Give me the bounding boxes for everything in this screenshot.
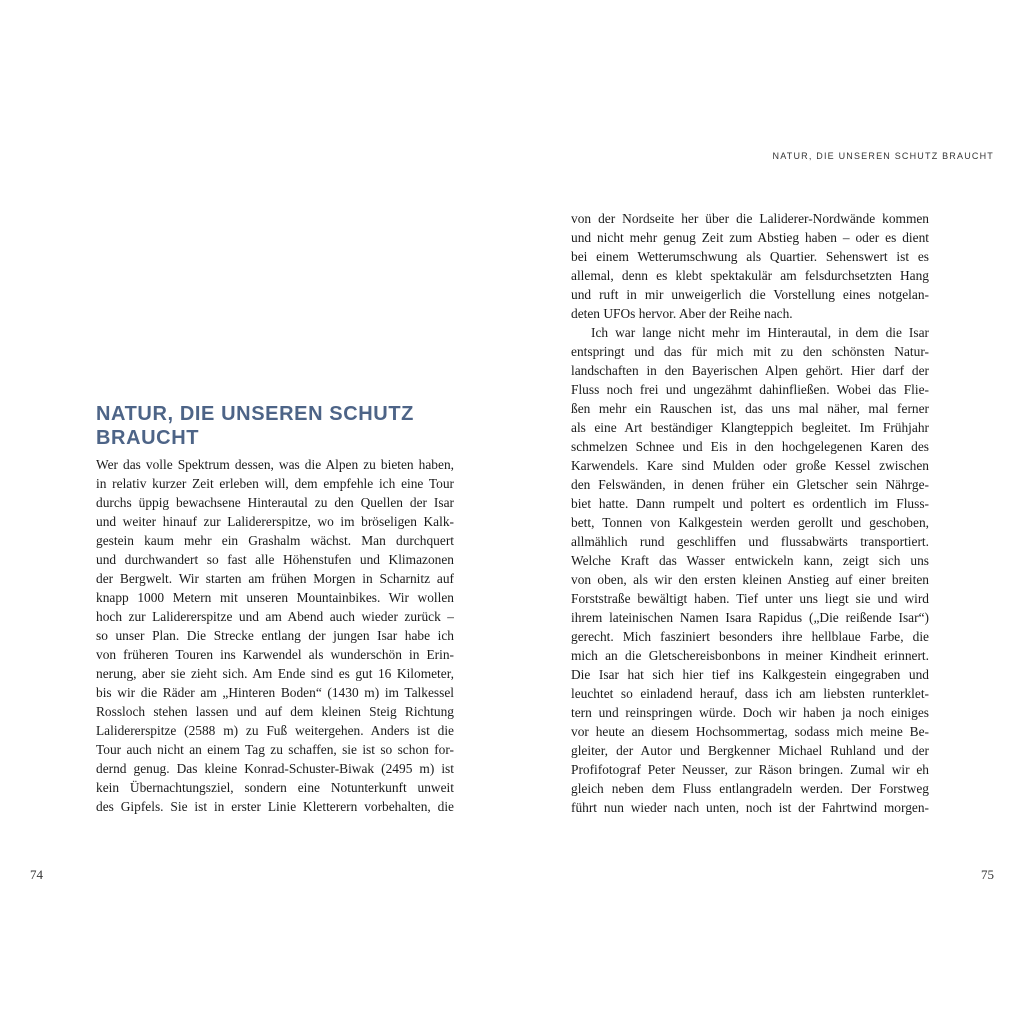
text-line: biet hatte. Dann rumpelt und poltert es ordentlich im Fluss- (571, 496, 929, 511)
text-line: Die Isar hat sich hier tief ins Kalkgestein eingegraben und (571, 667, 929, 682)
text-line: Profifotograf Peter Neusser, zur Räson bringen. Zumal wir eh (571, 762, 929, 777)
text-line: bett, Tonnen von Kalkgestein werden gerollt und geschoben, (571, 515, 929, 530)
text-line: den Felswänden, in denen früher ein Gletscher sein Nährge- (571, 477, 929, 492)
text-line: tern und reinspringen würde. Doch wir haben ja noch einiges (571, 705, 929, 720)
text-line: gleiter, der Autor und Bergkenner Michael Ruhland und der (571, 743, 929, 758)
text-line: mich an die Gletschereisbonbons in meiner Kindheit erinnert. (571, 648, 929, 663)
text-line: als eine Art beständiger Klangteppich begleitet. Im Frühjahr (571, 420, 929, 435)
text-line: der Bergwelt. Wir starten am frühen Morgen in Scharnitz auf (96, 571, 454, 586)
page-number-left: 74 (30, 867, 43, 882)
text-line: Forststraße bewältigt haben. Tief unter uns liegt sie und wird (571, 591, 929, 606)
text-line: und weiter hinauf zur Lalidererspitze, wo im bröseligen Kalk- (96, 514, 454, 529)
running-head: NATUR, DIE UNSEREN SCHUTZ BRAUCHT (772, 151, 994, 161)
text-line: Wer das volle Spektrum dessen, was die Alpen zu bieten haben, (96, 457, 454, 472)
text-line: von der Nordseite her über die Laliderer-Nordwände kommen (571, 211, 929, 226)
text-line: und nicht mehr genug Zeit zum Abstieg haben – oder es dient (571, 230, 929, 245)
text-line: allmählich rund geschliffen und flussabwärts transportiert. (571, 534, 929, 549)
page-number-right: 75 (981, 867, 994, 882)
text-line: so unser Plan. Die Strecke entlang der jungen Isar habe ich (96, 628, 454, 643)
text-line: und ruft in mir unweigerlich die Vorstellung eines notgelan- (571, 287, 929, 302)
text-line: von früheren Touren ins Karwendel als wunderschön in Erin- (96, 647, 454, 662)
text-line: führt nun wieder nach unten, noch ist der Fahrtwind morgen- (571, 800, 929, 815)
text-line: vor heute an diesem Hochsommertag, sodass mich meine Be- (571, 724, 929, 739)
text-line: Welche Kraft das Wasser entwickeln kann, zeigt sich uns (571, 553, 929, 568)
text-line: durchs üppig bewachsene Hinterautal zu den Quellen der Isar (96, 495, 454, 510)
text-line: gestein kaum mehr ein Grashalm wächst. Man durchquert (96, 533, 454, 548)
text-line: nerung, aber sie zieht sich. Am Ende sind es gut 16 Kilometer, (96, 666, 454, 681)
text-line: Fluss noch frei und ungezähmt dahinfließen. Wobei das Flie- (571, 382, 929, 397)
text-line: Rossloch stehen lassen und auf dem kleinen Steig Richtung (96, 704, 454, 719)
text-line: landschaften in den Bayerischen Alpen gehört. Hier darf der (571, 363, 929, 378)
text-line: bei einem Wetterumschwung als Quartier. Sehenswert ist es (571, 249, 929, 264)
text-line: gerecht. Mich fasziniert besonders ihre hellblaue Farbe, die (571, 629, 929, 644)
text-line: knapp 1000 Metern mit unseren Mountainbikes. Wir wollen (96, 590, 454, 605)
text-line: leuchtet so einladend herauf, dass ich am liebsten runterklet- (571, 686, 929, 701)
left-page-body (96, 455, 454, 816)
text-line: hoch zur Lalidererspitze und am Abend auch wieder zurück – (96, 609, 454, 624)
text-line: von oben, als wir den ersten kleinen Anstieg auf einer breiten (571, 572, 929, 587)
chapter-title-line: NATUR, DIE UNSEREN SCHUTZ (96, 403, 414, 425)
text-line: entspringt und das für mich mit zu den schönsten Natur- (571, 344, 929, 359)
text-line: dernd genug. Das kleine Konrad-Schuster-Biwak (2495 m) ist (96, 761, 454, 776)
text-line: ßen mehr ein Rauschen ist, das uns mal näher, mal ferner (571, 401, 929, 416)
text-line: und durchwandert so fast alle Höhenstufen und Klimazonen (96, 552, 454, 567)
text-line: allemal, denn es klebt spektakulär am felsdurchsetzten Hang (571, 268, 929, 283)
text-line: ihrem lateinischen Namen Isara Rapidus („Die reißende Isar“) (571, 610, 929, 625)
chapter-title-line: BRAUCHT (96, 427, 200, 449)
text-line: Tour auch nicht an einem Tag zu schaffen, sie ist so schon for- (96, 742, 454, 757)
text-line: Ich war lange nicht mehr im Hinterautal, in dem die Isar (591, 325, 929, 340)
text-line: gleich neben dem Fluss entlangradeln werden. Der Forstweg (571, 781, 929, 796)
text-line: des Gipfels. Sie ist in erster Linie Kletterern vorbehalten, die (96, 799, 454, 814)
chapter-title (96, 402, 476, 450)
text-line: kein Übernachtungsziel, sondern eine Notunterkunft unweit (96, 780, 454, 795)
text-line: in relativ kurzer Zeit erleben will, dem empfehle ich eine Tour (96, 476, 454, 491)
text-line: Karwendels. Kare sind Mulden oder große Kessel zwischen (571, 458, 929, 473)
text-line: Lalidererspitze (2588 m) zu Fuß weitergehen. Anders ist die (96, 723, 454, 738)
text-line: schmelzen Schnee und Eis in den hochgelegenen Karen des (571, 439, 929, 454)
text-line: bis wir die Räder am „Hinteren Boden“ (1430 m) im Talkessel (96, 685, 454, 700)
text-line: deten UFOs hervor. Aber der Reihe nach. (571, 306, 793, 321)
right-page-body (571, 209, 929, 817)
